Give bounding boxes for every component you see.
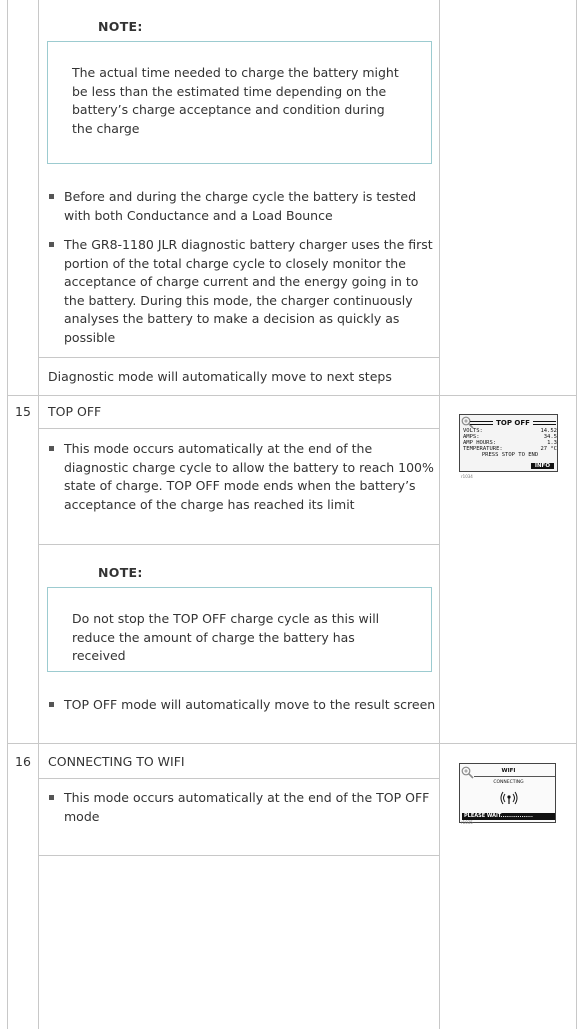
note-box — [47, 41, 432, 164]
list-item: This mode occurs automatically at the end of the TOP OFF mode — [48, 789, 436, 826]
note-text: The actual time needed to charge the battery might be less than the estimated time depending on the battery’s charge acceptance and condition during the charge — [72, 65, 399, 136]
list-item: TOP OFF mode will automatically move to the result screen — [48, 696, 436, 715]
image-ref: r1034 — [461, 474, 473, 479]
row-divider — [38, 778, 440, 779]
screen-subtitle: CONNECTING — [493, 780, 524, 785]
list-item: The GR8-1180 JLR diagnostic battery charger uses the first portion of the total charge cycle to closely monitor the acceptance of charge current and the energy going in to the battery. During this mode, the charger continuously analyses the battery to make a decision as quickly as possible — [48, 236, 436, 347]
screen-title-bar — [470, 418, 556, 427]
note-box — [47, 587, 432, 672]
list-item: This mode occurs automatically at the end of the diagnostic charge cycle to allow the battery to reach 100% state of charge. TOP OFF mode ends when the battery’s acceptance of the charge has reached its limit — [48, 440, 436, 514]
note-text: Do not stop the TOP OFF charge cycle as this will reduce the amount of charge the battery has received — [72, 611, 380, 663]
note-title: NOTE: — [98, 19, 143, 34]
screen-row: AMPS: 34.5 — [463, 434, 557, 440]
image-ref: r1035 — [461, 820, 473, 825]
row-divider — [38, 357, 440, 358]
screen-row: AMP HOURS: 1.3 — [463, 440, 557, 446]
row-divider — [38, 428, 440, 429]
row-divider — [38, 544, 440, 545]
charger-screen-top-off — [459, 414, 558, 472]
row-divider — [7, 743, 577, 744]
screen-status-bar: PLEASE WAIT................. — [462, 813, 555, 820]
table-border-col-text — [439, 0, 440, 1029]
row-divider — [38, 855, 440, 856]
charger-screen-wifi — [459, 763, 556, 823]
table-border-left — [7, 0, 8, 1029]
screen-title: WIFI — [501, 768, 516, 774]
row-divider — [7, 395, 577, 396]
screen-row: VOLTS: 14.52 — [463, 428, 557, 434]
screen-separator — [474, 776, 556, 777]
screen-info-key: INFO — [531, 463, 554, 469]
screen-prompt: PRESS STOP TO END — [481, 452, 539, 458]
screen-title: TOP OFF — [496, 418, 530, 427]
table-border-right — [576, 0, 577, 1029]
step-number: 16 — [15, 754, 31, 769]
step-title: CONNECTING TO WIFI — [48, 754, 185, 769]
wifi-signal-icon — [499, 791, 519, 805]
step-title: TOP OFF — [48, 404, 102, 419]
step-number: 15 — [15, 404, 31, 419]
table-border-col-step — [38, 0, 39, 1029]
screen-row: TEMPERATURE: 27 °C — [463, 446, 557, 452]
note-title: NOTE: — [98, 565, 143, 580]
list-item: Before and during the charge cycle the battery is tested with both Conductance and a Load Bounce — [48, 188, 436, 225]
mode-transition-text: Diagnostic mode will automatically move to next steps — [48, 369, 392, 384]
